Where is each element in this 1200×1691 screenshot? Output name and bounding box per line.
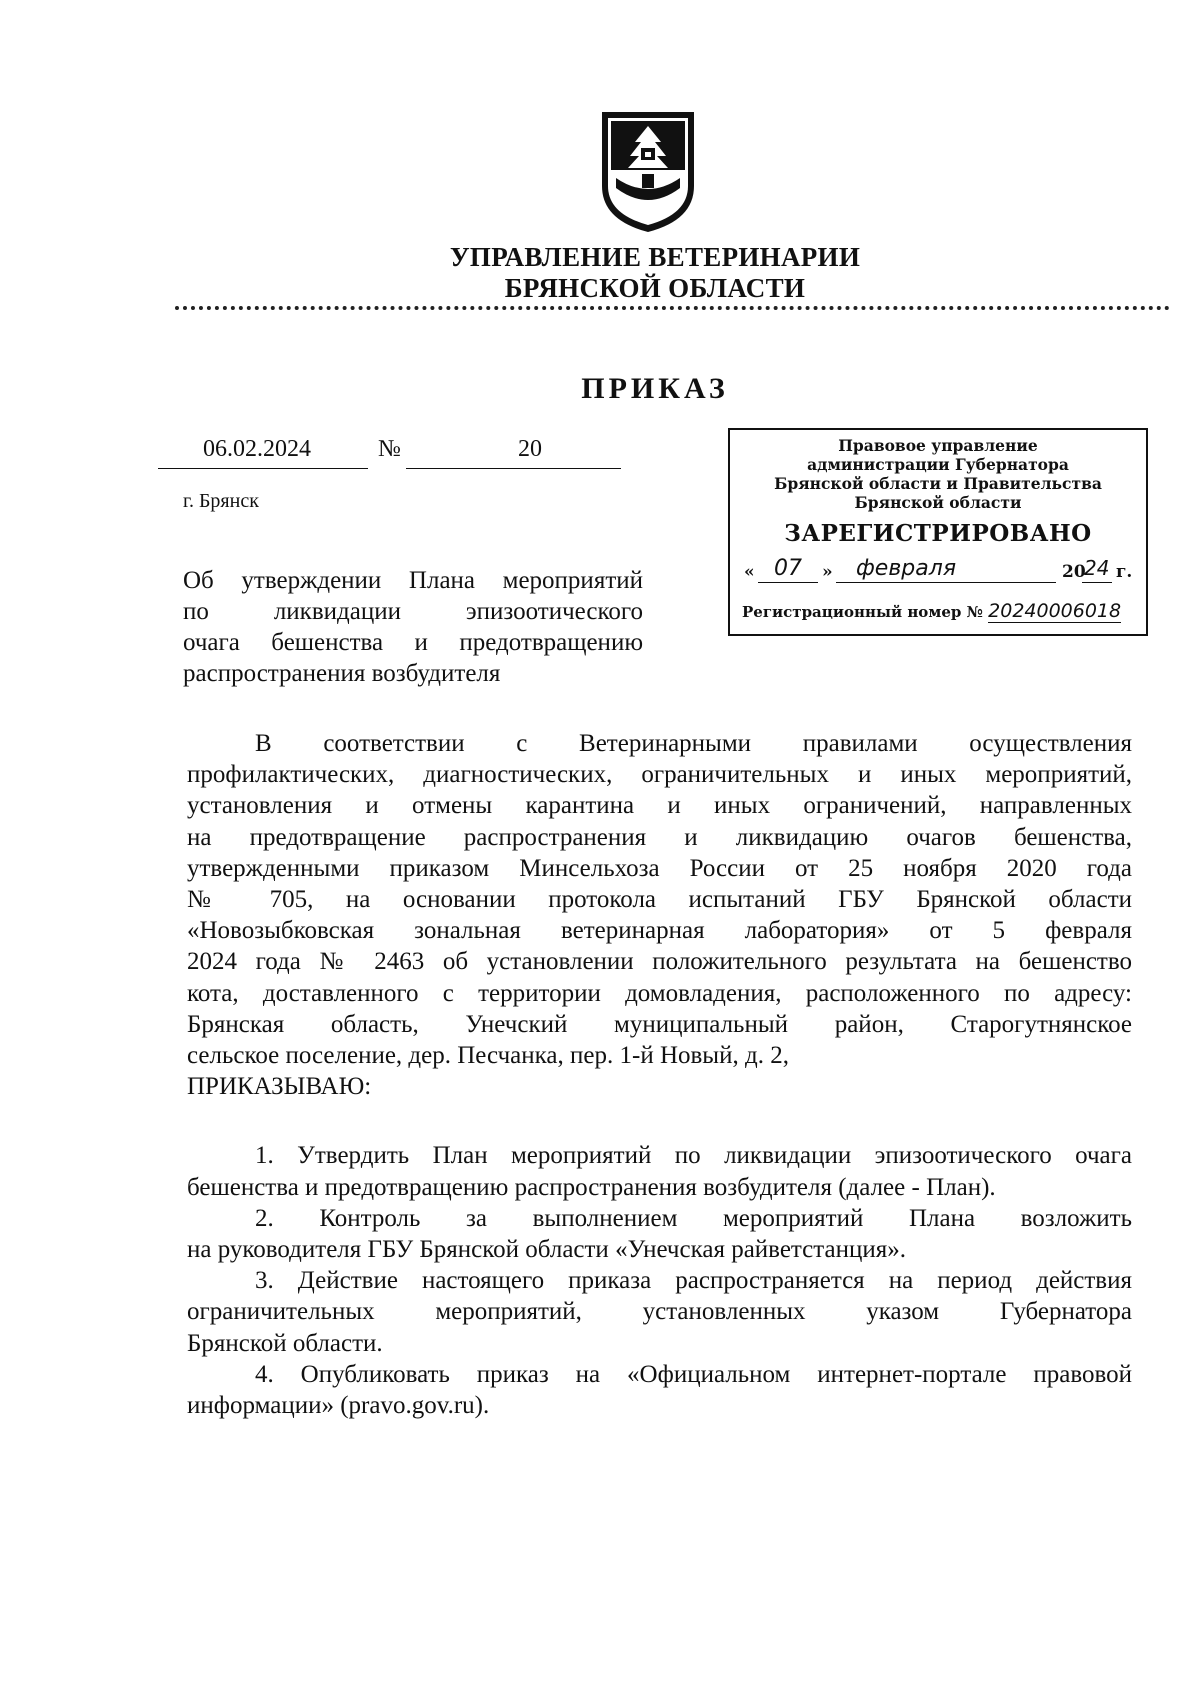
subject-line: распространения возбудителя: [183, 660, 501, 687]
document-body: [187, 728, 1132, 1421]
stamp-reg-label: Регистрационный номер №: [742, 603, 983, 621]
order-item-line: информации» (pravo.gov.ru).: [187, 1392, 490, 1420]
order-item-line: ограничительных мероприятий, установленных указом Губернатора: [187, 1298, 1132, 1326]
stamp-date-line: « 07 » февраля 20 24 г.: [744, 556, 1133, 582]
org-name-line1: УПРАВЛЕНИЕ ВЕТЕРИНАРИИ: [449, 242, 861, 272]
stamp-day: 07: [774, 556, 802, 581]
body-line: сельское поселение, дер. Песчанка, пер. 1-й Новый, д. 2,: [187, 1042, 789, 1070]
doc-date: 06.02.2024: [203, 436, 311, 462]
body-line: В соответствии с Ветеринарными правилами осуществления: [255, 730, 1132, 757]
body-line: кота, доставленного с территории домовладения, расположенного по адресу:: [187, 979, 1132, 1007]
stamp-month: февраля: [856, 556, 957, 581]
order-item-line: Брянской области.: [187, 1329, 383, 1357]
order-item-line: 4. Опубликовать приказ на «Официальном интернет-портале правовой: [255, 1360, 1132, 1388]
body-line: на предотвращение распространения и ликвидацию очагов бешенства,: [187, 823, 1132, 851]
stamp-reg-number-line: [742, 600, 1138, 622]
registration-stamp: [728, 428, 1148, 636]
stamp-year-unit: г.: [1116, 562, 1133, 582]
order-word: ПРИКАЗЫВАЮ:: [187, 1073, 372, 1101]
body-line: Брянская область, Унечский муниципальный район, Старогутнянское: [187, 1010, 1132, 1038]
subject-line: Об утверждении Плана мероприятий: [183, 567, 643, 594]
stamp-registered: ЗАРЕГИСТРИРОВАНО: [784, 520, 1092, 547]
body-line: утвержденными приказом Минсельхоза России от 25 ноября 2020 года: [187, 854, 1132, 882]
stamp-year-prefix: 20: [1062, 562, 1086, 582]
stamp-org-line: администрации Губернатора: [807, 455, 1069, 474]
stamp-reg-number: 20240006018: [988, 600, 1122, 622]
order-item-line: 1. Утвердить План мероприятий по ликвидации эпизоотического очага: [255, 1142, 1132, 1170]
bryansk-coat-of-arms-icon: [598, 108, 698, 236]
body-line: профилактических, диагностических, ограничительных и иных мероприятий,: [187, 761, 1132, 789]
doc-number: 20: [518, 436, 542, 462]
stamp-year-suffix: 24: [1084, 556, 1110, 580]
stamp-org-line: Правовое управление: [838, 436, 1038, 455]
order-item-line: 2. Контроль за выполнением мероприятий Плана возложить: [255, 1204, 1132, 1232]
order-item-line: на руководителя ГБУ Брянской области «Унечская райветстанция».: [187, 1236, 906, 1264]
header-dotted-divider: [175, 306, 1170, 310]
number-sign: №: [378, 436, 401, 462]
order-item-line: 3. Действие настоящего приказа распространяется на период действия: [255, 1267, 1132, 1295]
body-line: № 705, на основании протокола испытаний ГБУ Брянской области: [187, 886, 1132, 914]
subject-line: по ликвидации эпизоотического: [183, 598, 643, 625]
city: г. Брянск: [183, 490, 259, 512]
stamp-org: [730, 430, 1146, 512]
date-number-line: [158, 436, 638, 470]
body-line: «Новозыбковская зональная ветеринарная лаборатория» от 5 февраля: [187, 917, 1132, 945]
body-line: установления и отмены карантина и иных ограничений, направленных: [187, 792, 1132, 820]
stamp-org-line: Брянской области: [854, 493, 1022, 512]
subject-line: очага бешенства и предотвращению: [183, 629, 643, 656]
org-name-line2: БРЯНСКОЙ ОБЛАСТИ: [504, 273, 806, 303]
order-item-line: бешенства и предотвращению распространения возбудителя (далее - План).: [187, 1173, 996, 1201]
stamp-org-line: Брянской области и Правительства: [774, 474, 1102, 493]
document-subject: [183, 565, 643, 689]
body-line: 2024 года № 2463 об установлении положительного результата на бешенство: [187, 948, 1132, 976]
document-title: ПРИКАЗ: [581, 372, 729, 405]
